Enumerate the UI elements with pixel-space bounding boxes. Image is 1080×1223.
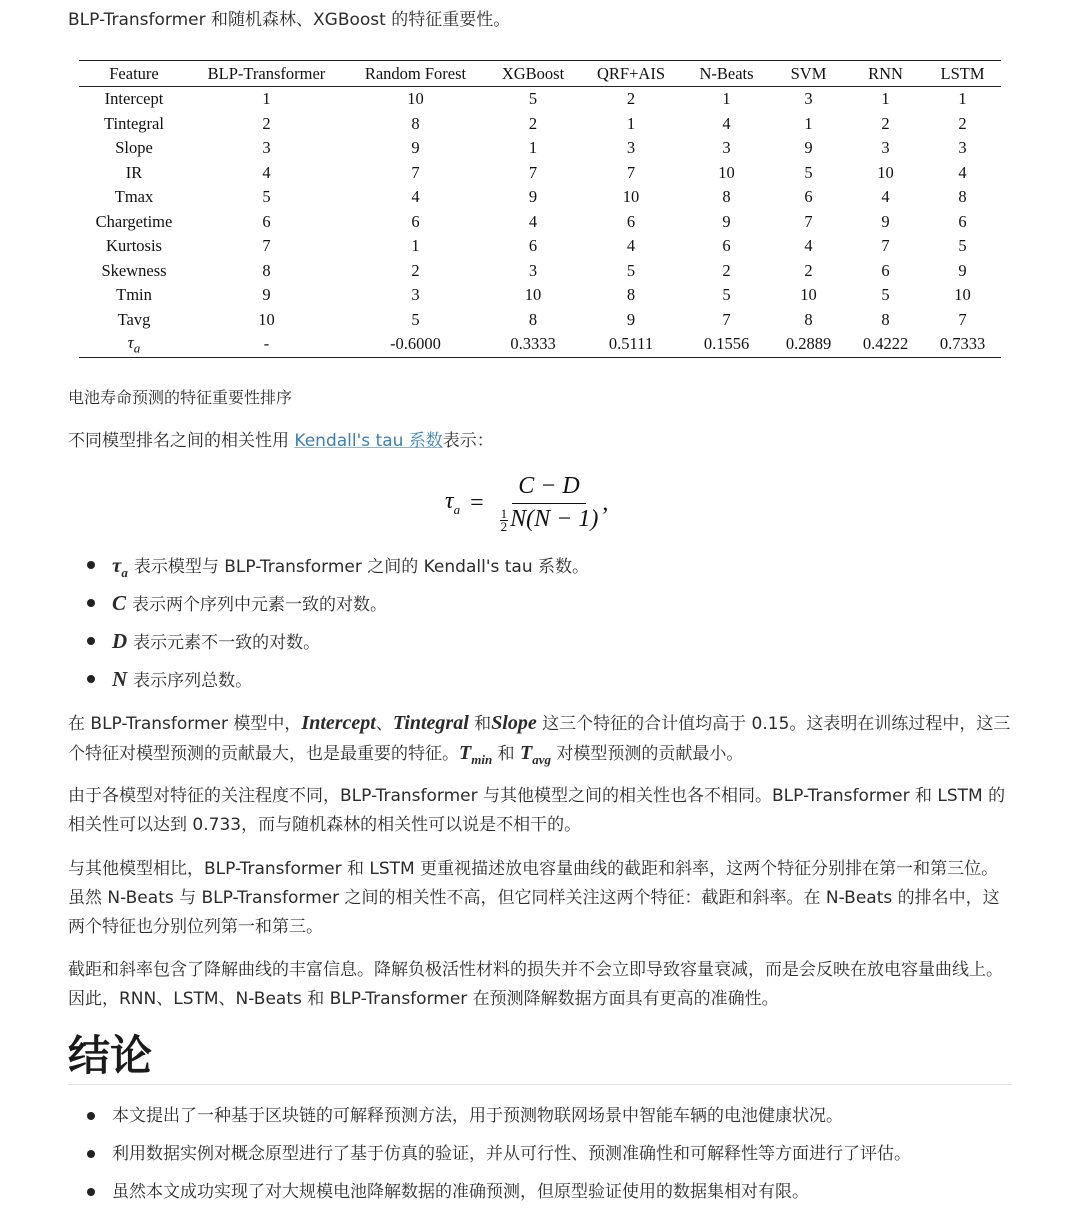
kendall-prefix: 不同模型排名之间的相关性用 (68, 431, 295, 451)
table-row (79, 210, 1001, 235)
rank-cell: 6 (958, 211, 967, 231)
table-caption: 电池寿命预测的特征重要性排序 (68, 388, 293, 407)
rank-cell: 1 (411, 236, 420, 256)
rank-cell: 7 (881, 236, 890, 256)
feature-name-cell: Tmax (114, 187, 154, 207)
formula-comma: , (602, 489, 609, 516)
paragraph-degradation: 截距和斜率包含了降解曲线的丰富信息。降解负极活性材料的损失并不会立即导致容量衰减，而是会反映在放电容量曲线上。因此，RNN、LSTM、N-Beats 和 BLP-Transformer 在预测降解数据方面具有更高的准确性。 (68, 960, 1003, 1009)
rank-cell: 8 (881, 309, 890, 329)
feature-name-cell: Skewness (101, 260, 167, 280)
intro-line: BLP-Transformer 和随机森林、XGBoost 的特征重要性。 (68, 10, 511, 30)
table-row (79, 161, 1001, 186)
rank-cell: 2 (722, 260, 731, 280)
rank-cell: 2 (804, 260, 813, 280)
rank-cell: 5 (626, 260, 636, 280)
tau-value-cell: 0.3333 (510, 334, 556, 354)
table-row (79, 185, 1001, 210)
rank-cell: 1 (958, 89, 967, 109)
rank-cell: 1 (626, 113, 636, 133)
table-row (79, 283, 1001, 308)
rank-cell: 1 (262, 89, 271, 109)
list-item: D 表示元素不一致的对数。 (68, 622, 589, 660)
rank-cell: 5 (958, 236, 967, 256)
rank-cell: 9 (722, 211, 731, 231)
rank-cell: 5 (262, 187, 271, 207)
formula-half: $\frac{1}{2}$ (500, 505, 508, 534)
rank-cell: 3 (958, 138, 967, 158)
col-header: SVM (770, 61, 847, 87)
rank-cell: 1 (722, 89, 731, 109)
rank-cell: 6 (528, 236, 538, 256)
rank-cell: 5 (881, 285, 890, 305)
table-row (79, 112, 1001, 137)
list-item: C 表示两个序列中元素一致的对数。 (68, 584, 589, 622)
rank-cell: 6 (262, 211, 271, 231)
kendall-tau-link[interactable]: Kendall's tau 系数 (294, 431, 443, 451)
rank-cell: 4 (722, 113, 731, 133)
rank-cell: 10 (954, 285, 971, 305)
paragraph-correlation: 由于各模型对特征的关注程度不同，BLP-Transformer 与其他模型之间的相关性也各不相同。BLP-Transformer 和 LSTM 的相关性可以达到 0.733，而与随机森林的相关性可以说是不相干的。 (68, 786, 1006, 835)
tau-value-cell: 0.7333 (939, 334, 986, 354)
rank-cell: 2 (958, 113, 967, 133)
feature-name-cell: IR (125, 162, 143, 182)
rank-cell: 3 (881, 138, 890, 158)
rank-cell: 8 (804, 309, 813, 329)
rank-cell: 10 (524, 285, 542, 305)
table-row (79, 259, 1001, 284)
rank-cell: 7 (528, 162, 538, 182)
rank-cell: 6 (881, 260, 890, 280)
col-header: XGBoost (487, 61, 579, 87)
rank-cell: 3 (804, 89, 813, 109)
conclusion-list (68, 1097, 911, 1211)
kendall-intro (68, 427, 1013, 456)
list-item: 利用数据实例对概念原型进行了基于仿真的验证，并从可行性、预测准确性和可解释性等方面进行了评估。 (68, 1135, 911, 1173)
rank-cell: 1 (528, 138, 538, 158)
col-header: QRF+AIS (579, 61, 683, 87)
tau-row (79, 332, 1001, 357)
paragraph-comparison: 与其他模型相比，BLP-Transformer 和 LSTM 更重视描述放电容量曲线的截距和斜率，这两个特征分别排在第一和第三位。虽然 N-Beats 与 BLP-Transformer 之间的相关性不高，但它同样关注这两个特征：截距和斜率。在 N-Beats 的排名中，这两个特征也分别位列第一和第三。 (68, 859, 1000, 937)
tau-value-cell: - (263, 334, 270, 354)
tau-value-cell: 0.2889 (785, 334, 832, 354)
rank-cell: 1 (804, 113, 813, 133)
rank-cell: 9 (804, 138, 813, 158)
rank-cell: 9 (881, 211, 890, 231)
list-item: N 表示序列总数。 (68, 660, 589, 698)
feature-name-cell: Tmin (116, 285, 152, 305)
rank-cell: 3 (626, 138, 636, 158)
tau-value-cell: -0.6000 (390, 334, 441, 354)
rank-cell: 3 (262, 138, 271, 158)
paragraph-key-features: 在 BLP-Transformer 模型中，Intercept、Tintegral 和Slope 这三个特征的合计值均高于 0.15。这表明在训练过程中，这三个特征对模型预测的贡献最大，也是最重要的特征。$T_{min}$ 和 $T_{avg}$ 对模型预测的贡献最小。 (68, 712, 1011, 767)
rank-cell: 10 (800, 285, 817, 305)
rank-cell: 5 (804, 162, 813, 182)
table-row (79, 136, 1001, 161)
rank-cell: 7 (958, 309, 967, 329)
rank-cell: 5 (411, 309, 420, 329)
rank-cell: 8 (528, 309, 538, 329)
rank-cell: 1 (881, 89, 890, 109)
rank-cell: 7 (804, 211, 813, 231)
rank-cell: 7 (411, 162, 420, 182)
formula-numerator: C − D (512, 473, 586, 504)
list-item: 虽然本文成功实现了对大规模电池降解数据的准确预测，但原型验证使用的数据集相对有限。 (68, 1173, 911, 1211)
col-header: RNN (847, 61, 924, 87)
rank-cell: 6 (626, 211, 636, 231)
rank-cell: 3 (411, 285, 420, 305)
feature-name-cell: Kurtosis (106, 236, 162, 256)
list-item: $\tau_a$ 表示模型与 BLP-Transformer 之间的 Kendall's tau 系数。 (68, 546, 589, 584)
table-row (79, 234, 1001, 259)
table-row (79, 308, 1001, 333)
feature-importance-table (79, 60, 1001, 358)
formula-denominator: $\frac{1}{2}$ N(N − 1) (500, 505, 599, 534)
rank-cell: 10 (258, 309, 275, 329)
rank-cell: 10 (622, 187, 640, 207)
rank-cell: 2 (411, 260, 420, 280)
rank-cell: 4 (804, 236, 813, 256)
col-header: BLP-Transformer (189, 61, 344, 87)
rank-cell: 9 (958, 260, 967, 280)
rank-cell: 7 (262, 236, 271, 256)
rank-cell: 8 (722, 187, 731, 207)
rank-cell: 6 (722, 236, 731, 256)
feature-name-cell: Tavg (117, 309, 151, 329)
rank-cell: 10 (718, 162, 735, 182)
feature-name-cell: Chargetime (95, 211, 173, 231)
table-header-row (79, 61, 1001, 87)
rank-cell: 3 (722, 138, 731, 158)
rank-cell: 4 (411, 187, 420, 207)
rank-cell: 2 (626, 89, 636, 109)
rank-cell: 4 (626, 236, 636, 256)
rank-cell: 10 (877, 162, 894, 182)
formula-equals: = (470, 489, 484, 516)
rank-cell: 8 (626, 285, 636, 305)
tau-value-cell: 0.5111 (608, 334, 654, 354)
rank-cell: 5 (528, 89, 538, 109)
rank-cell: 8 (262, 260, 271, 280)
rank-cell: 9 (411, 138, 420, 158)
col-header: LSTM (924, 61, 1001, 87)
feature-name-cell: Tintegral (104, 113, 164, 133)
formula-lhs: $\tau_a$ (445, 488, 461, 517)
feature-name-cell: Slope (115, 138, 153, 158)
rank-cell: 6 (411, 211, 420, 231)
conclusion-heading: 结论 (68, 1030, 1012, 1085)
definition-list (68, 546, 589, 698)
col-header: Feature (79, 61, 189, 87)
feature-name-cell: Intercept (104, 89, 164, 109)
rank-cell: 2 (528, 113, 538, 133)
tau-label-cell: $\tau_a$ (127, 332, 141, 355)
rank-cell: 4 (881, 187, 890, 207)
rank-cell: 7 (626, 162, 636, 182)
kendall-suffix: 表示： (442, 431, 494, 451)
rank-cell: 2 (262, 113, 271, 133)
rank-cell: 7 (722, 309, 731, 329)
rank-cell: 4 (262, 162, 271, 182)
rank-cell: 2 (881, 113, 890, 133)
rank-cell: 8 (958, 187, 967, 207)
rank-cell: 6 (804, 187, 813, 207)
rank-cell: 9 (626, 309, 636, 329)
col-header: Random Forest (344, 61, 487, 87)
table-row (79, 87, 1001, 112)
rank-cell: 8 (411, 113, 420, 133)
rank-cell: 4 (528, 211, 538, 231)
rank-cell: 10 (407, 89, 424, 109)
rank-cell: 4 (958, 162, 967, 182)
rank-cell: 5 (722, 285, 731, 305)
kendall-formula (445, 468, 608, 538)
tau-value-cell: 0.4222 (862, 334, 909, 354)
rank-cell: 9 (262, 285, 271, 305)
col-header: N-Beats (683, 61, 770, 87)
formula-fraction (500, 473, 599, 533)
list-item: 本文提出了一种基于区块链的可解释预测方法，用于预测物联网场景中智能车辆的电池健康状况。 (68, 1097, 911, 1135)
rank-cell: 3 (528, 260, 538, 280)
rank-cell: 9 (528, 187, 538, 207)
table-body (79, 87, 1001, 358)
tau-value-cell: 0.1556 (703, 334, 750, 354)
